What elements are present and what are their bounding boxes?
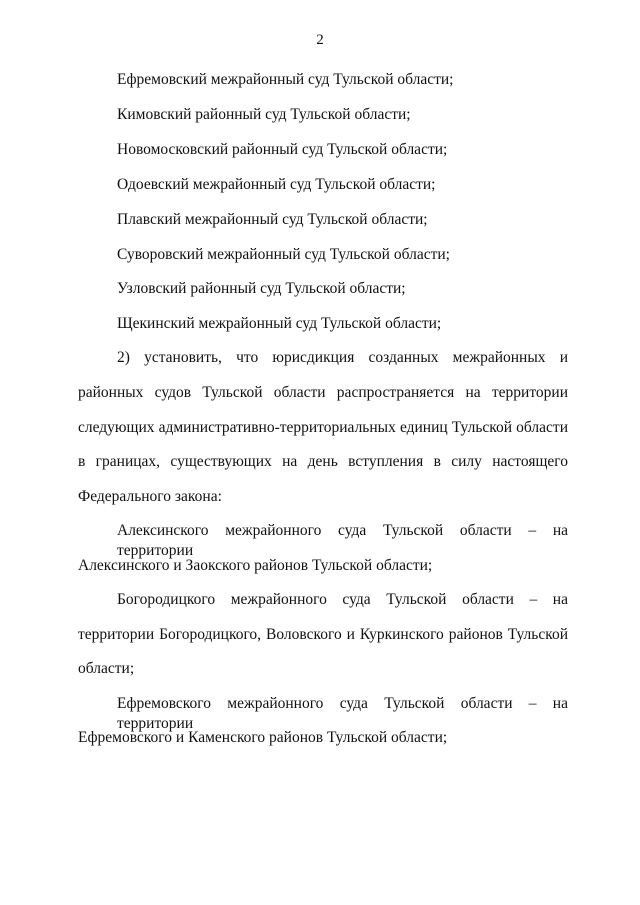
- court-list-item: Щекинский межрайонный суд Тульской области;: [117, 315, 442, 332]
- jurisdiction-paragraph-line: Ефремовского и Каменского районов Тульской области;: [78, 729, 448, 746]
- jurisdiction-paragraph-line: Ефремовского межрайонного суда Тульской области – на территории: [117, 695, 568, 732]
- clause-2-line: районных судов Тульской области распространяется на территории: [78, 384, 568, 401]
- court-list-item: Новомосковский районный суд Тульской области;: [117, 141, 448, 158]
- jurisdiction-paragraph-line: территории Богородицкого, Воловского и Куркинского районов Тульской: [78, 626, 568, 643]
- court-list-item: Ефремовский межрайонный суд Тульской области;: [117, 71, 454, 88]
- court-list-item: Одоевский межрайонный суд Тульской области;: [117, 176, 436, 193]
- clause-2-line: в границах, существующих на день вступления в силу настоящего: [78, 453, 568, 470]
- jurisdiction-paragraph-line: Богородицкого межрайонного суда Тульской области – на: [117, 591, 568, 608]
- court-list-item: Кимовский районный суд Тульской области;: [117, 106, 411, 123]
- court-list-item: Узловский районный суд Тульской области;: [117, 280, 406, 297]
- clause-2-line: следующих административно-территориальных единиц Тульской области: [78, 419, 568, 436]
- clause-2-line: 2) установить, что юрисдикция созданных межрайонных и: [117, 349, 568, 366]
- page-number: 2: [316, 32, 324, 48]
- jurisdiction-paragraph-line: Алексинского межрайонного суда Тульской области – на территории: [117, 522, 568, 559]
- jurisdiction-paragraph-line: области;: [78, 660, 135, 677]
- court-list-item: Суворовский межрайонный суд Тульской области;: [117, 246, 450, 263]
- jurisdiction-paragraph-line: Алексинского и Заокского районов Тульской области;: [78, 557, 433, 574]
- court-list-item: Плавский межрайонный суд Тульской области;: [117, 211, 428, 228]
- clause-2-line: Федерального закона:: [78, 488, 222, 505]
